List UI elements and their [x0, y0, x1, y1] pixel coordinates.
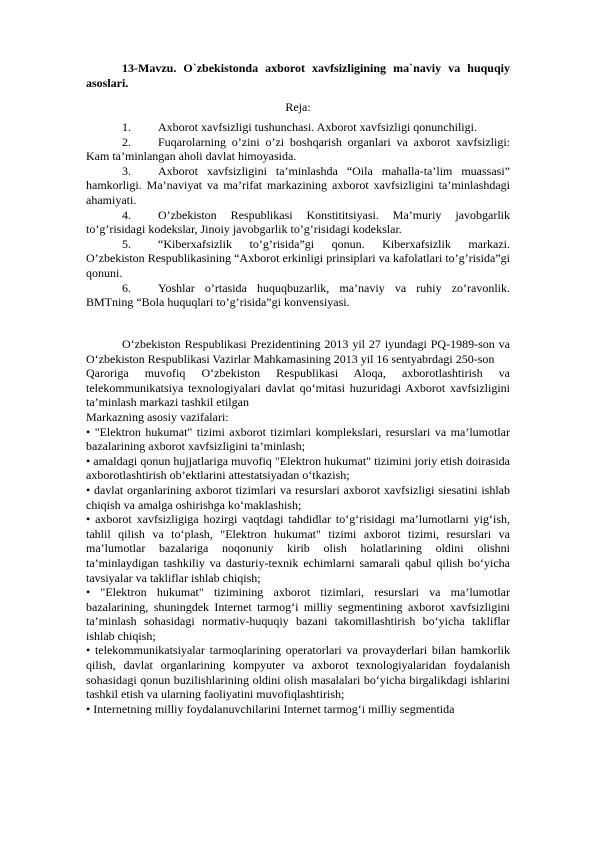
plan-item-number: 6. [122, 280, 131, 295]
plan-item [86, 135, 510, 164]
lecture-title: 13-Mavzu. O`zbekistonda axborot xavfsizligining ma`naviy va huquqiy asoslari. [86, 61, 510, 90]
plan-item [86, 164, 510, 208]
bullet-paragraph: • axborot xavfsizligiga hozirgi vaqtdagi tahdidlar to‘g‘risidagi ma’lumotlarni yig‘ish, tahlil qilish va to‘plash, "Elektron hukumat" tizimi axborot tizimi, resurslari va ma’lumotlar bazalariga noqonuniy kirib olish holatlarining oldini olishni ta’minlaydigan tashkiliy va dasturiy-texnik echimlarni samarali qabul qilish bo‘yicha tavsiyalar va takliflar ishlab chiqish; [86, 512, 510, 585]
bullet-paragraph: • davlat organlarining axborot tizimlari va resurslari axborot xavfsizligi siesatini ishlab chiqish va amalga oshirishga ko‘maklashish; [86, 482, 510, 512]
plan-item [86, 237, 510, 281]
plan-item-text: Yoshlar o’rtasida huquqbuzarlik, ma’naviy va ruhiy zo’ravonlik. BMTning “Bola huquqlari to’g’risida”gi konvensiyasi. [86, 280, 510, 310]
bullet-paragraph: • Internetning milliy foydalanuvchilarini Internet tarmog‘i milliy segmentida [86, 701, 455, 716]
plan-item-number: 1. [122, 120, 131, 134]
plan-item-text: Axborot xavfsizligini ta’minlashda “Oila mahalla-ta’lim muassasi” hamkorligi. Ma’naviyat va ma’rifat markazining axborot xavfsizligini ta’minlashdagi ahamiyati. [86, 163, 510, 207]
plan-item-text: Fuqarolarning o’zini o’zi boshqarish organlari va axborot xavfsizligi: Kam ta’minlangan aholi davlat himoyasida. [86, 134, 510, 164]
plan-item-text: “Kiberxafsizlik to’g’risida”gi qonun. Kiberxafsizlik markazi. O’zbekiston Respublikasining “Axborot erkinligi prinsiplari va kafolatlari to’g’risida”gi qonuni. [86, 236, 510, 280]
bullet-paragraph: • "Elektron hukumat" tizimi axborot tizimlari komplekslari, resurslari va ma’lumotlar bazalarining axborot xavfsizligini ta’minlash; [86, 424, 510, 454]
bullet-paragraph: • amaldagi qonun hujjatlariga muvofiq "Elektron hukumat" tizimini joriy etish doirasida axborotlashtirish ob’ektlarini attestatsiyadan o‘tkazish; [86, 453, 510, 483]
plan-item-number: 4. [122, 207, 131, 222]
plan-item [86, 120, 510, 135]
plan-item-text: Axborot xavfsizligi tushunchasi. Axborot xavfsizligi qonunchiligi. [158, 120, 477, 134]
body-paragraph: Markazning asosiy vazifalari: [86, 409, 229, 424]
body-paragraph: Qaroriga muvofiq O‘zbekiston Respublikasi Aloqa, axborotlashtirish va telekommunikatsiya texnologiyalari davlat qo‘mitasi huzuridagi Axborot xavfsizligini ta’minlash markazi tashkil etilgan [86, 366, 510, 410]
bullet-paragraph: • telekommunikatsiyalar tarmoqlarining operatorlari va provayderlari bilan hamkorlik qilish, davlat organlarining kompyuter va axborot texnologiyalaridan foydalanish sohasidagi qonun buzilishlarining oldini olish masalalari bo‘yicha birgalikdagi ishlarini tashkil etish va ularning faoliyatini muvofiqlashtirish; [86, 643, 510, 702]
body-paragraph: O‘zbekiston Respublikasi Prezidentining 2013 yil 27 iyundagi PQ-1989-son va O‘zbekiston Respublikasi Vazirlar Mahkamasining 2013 yil 16 sentyabrdagi 250-son [86, 337, 510, 366]
plan-list [86, 120, 510, 310]
plan-item [86, 208, 510, 237]
plan-item-number: 2. [122, 134, 131, 149]
plan-heading: Reja: [285, 100, 311, 114]
body-text [86, 337, 510, 716]
plan-item [86, 281, 510, 310]
bullet-paragraph: • "Elektron hukumat" tizimining axborot tizimlari, resurslari va ma’lumotlar bazalarining, shuningdek Internet tarmog‘i milliy segmentining axborot xavfsizligini ta’minlash sohasidagi normativ-huquqiy bazani takomillashtirish bo‘yicha takliflar ishlab chiqish; [86, 585, 510, 643]
plan-item-number: 5. [122, 236, 131, 251]
plan-item-number: 3. [122, 163, 131, 178]
plan-item-text: O’zbekiston Respublikasi Konstititsiyasi. Ma’muriy javobgarlik to’g’risidagi kodekslar, Jinoiy javobgarlik to’g’risidagi kodekslar. [86, 207, 510, 237]
